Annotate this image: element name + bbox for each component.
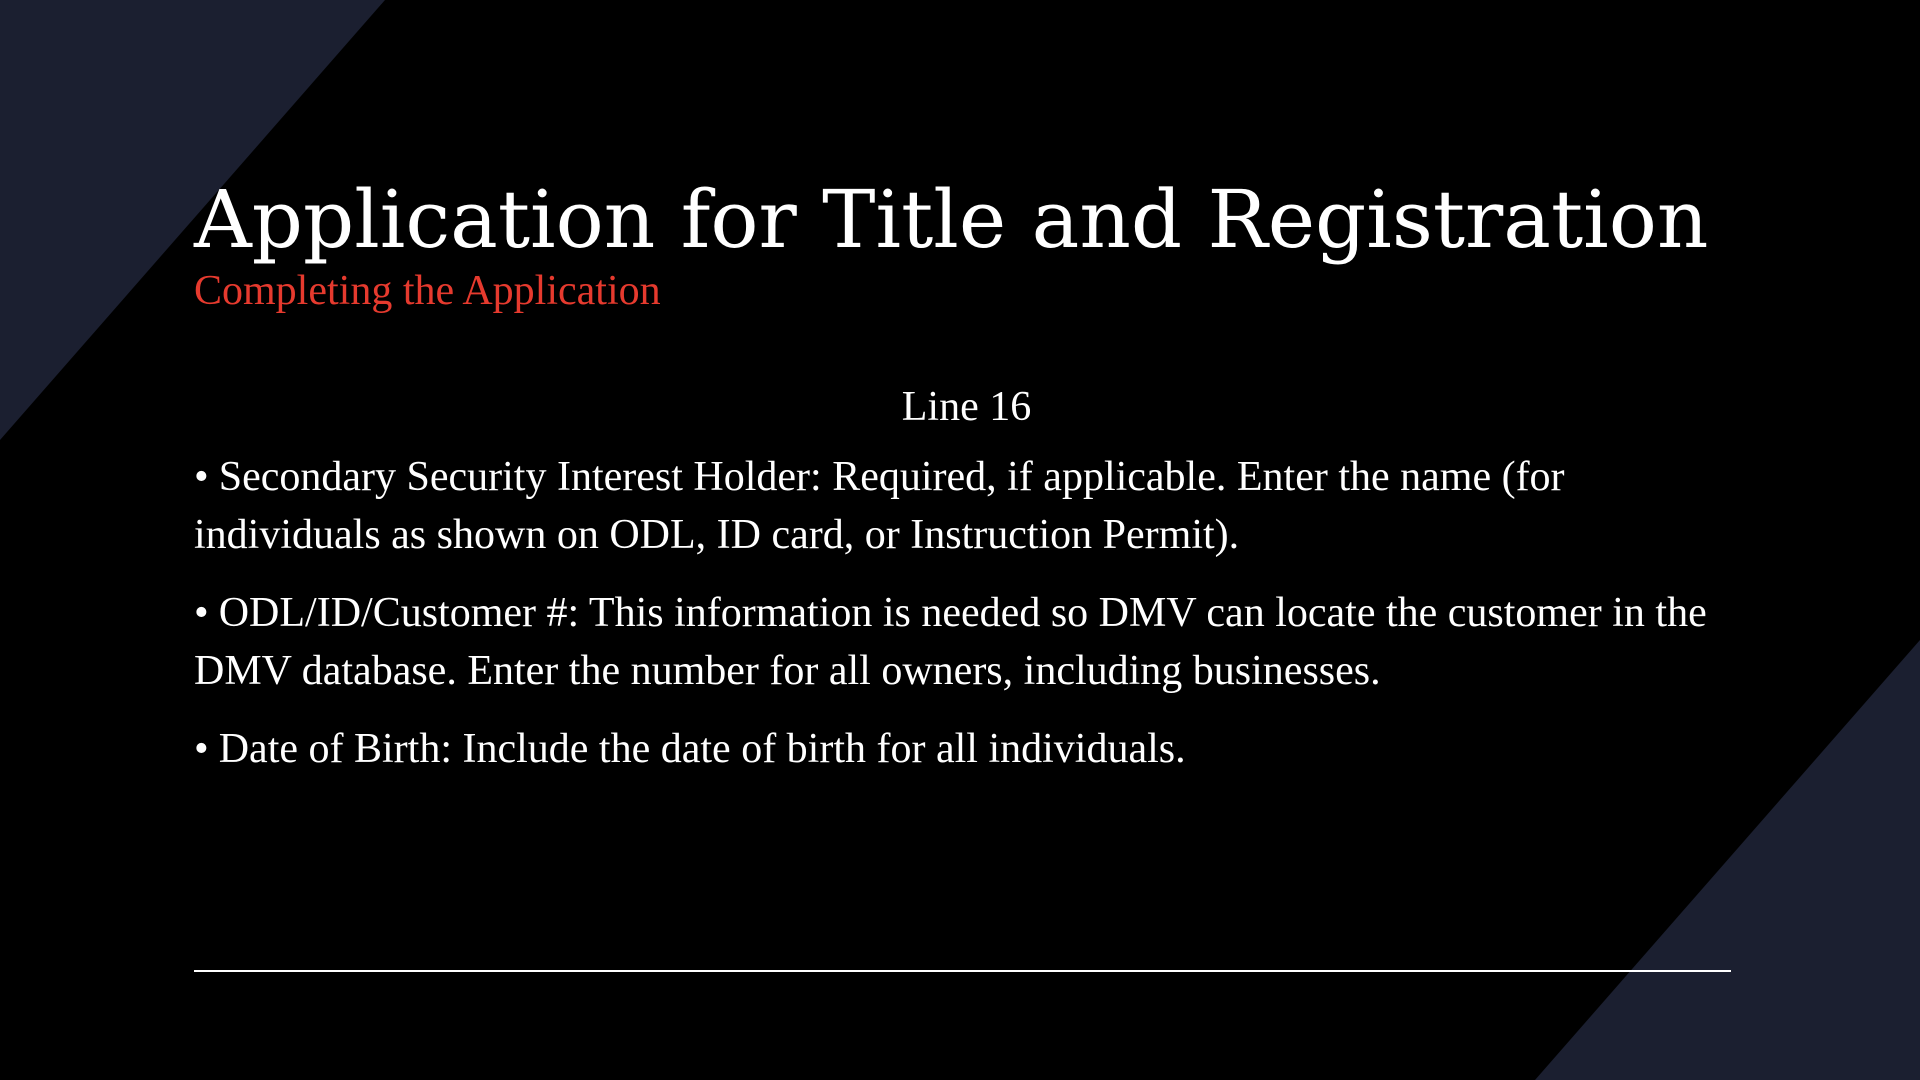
bullet-dot: • [194, 726, 209, 772]
bullet-text: Date of Birth: Include the date of birth for all individuals. [218, 726, 1186, 772]
slide-body [194, 378, 1739, 798]
slide-title: Application for Title and Registration [194, 173, 1709, 266]
bullet-item [194, 448, 1739, 564]
bullet-text: ODL/ID/Customer #: This information is needed so DMV can locate the customer in the DMV database. Enter the number for all owners, including businesses. [194, 590, 1707, 694]
slide-subtitle: Completing the Application [194, 268, 661, 314]
bullet-item [194, 720, 1739, 778]
footer-divider [194, 970, 1731, 972]
bullet-item [194, 584, 1739, 700]
bullet-dot: • [194, 454, 209, 500]
section-heading: Line 16 [901, 384, 1032, 430]
bullet-dot: • [194, 590, 209, 636]
bullet-text: Secondary Security Interest Holder: Required, if applicable. Enter the name (for individuals as shown on ODL, ID card, or Instruction Permit). [194, 454, 1565, 558]
